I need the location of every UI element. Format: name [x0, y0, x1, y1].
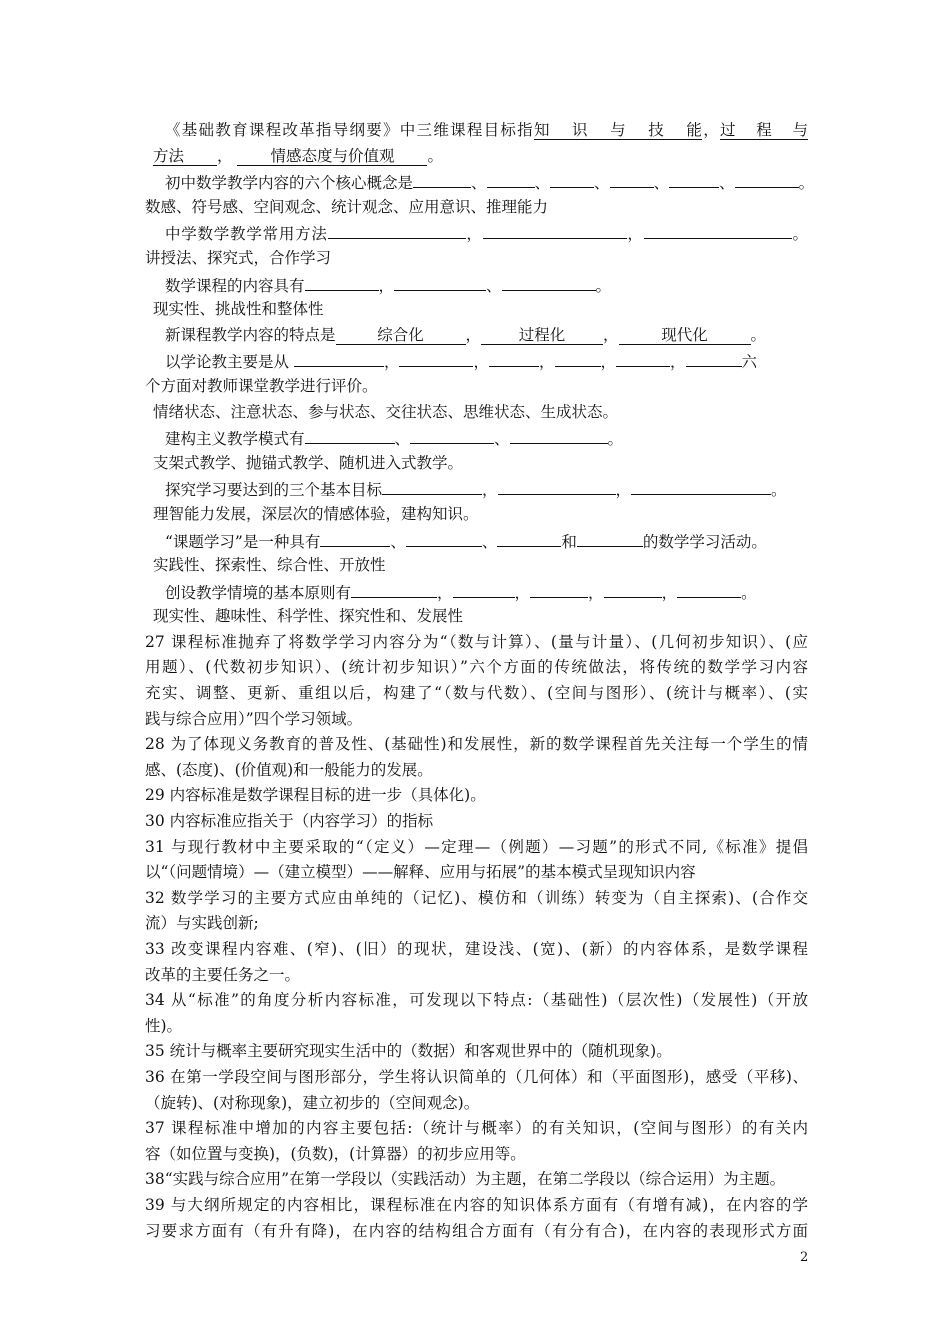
answer-blank [413, 169, 471, 188]
punctuation: ， [465, 325, 482, 344]
paragraph-33-line: 改革的主要任务之一。 [145, 965, 301, 984]
answer-blank [410, 425, 494, 444]
paragraph-36-line: （旋转)、(对称现象)，建立初步的（空间观念)。 [145, 1093, 480, 1112]
answer-blank [735, 169, 799, 188]
answer-line: 情绪状态、注意状态、参与状态、交往状态、思维状态、生成状态。 [153, 402, 619, 421]
question-text: 初中数学教学内容的六个核心概念是 [165, 174, 414, 193]
question-text: 建构主义教学模式有 [165, 430, 305, 449]
question-line [145, 579, 808, 605]
answer-blank [351, 579, 437, 598]
question-text: 新课程教学内容的特点是 [165, 325, 336, 344]
answer-blank [399, 348, 473, 367]
punctuation: ， [378, 276, 395, 295]
paragraph-35-line: 35 统计与概率主要研究现实生活中的（数据）和客观世界中的（随机现象)。 [145, 1042, 672, 1061]
answer-blank [487, 169, 535, 188]
answer-line: 支架式教学、抛锚式教学、随机进入式教学。 [153, 453, 464, 472]
answer-blank [577, 528, 643, 547]
question-text: 中学数学教学常用方法 [165, 225, 328, 244]
paragraph-34-line: 性)。 [145, 1016, 183, 1035]
answer-blank [550, 169, 594, 188]
answer-blank [502, 272, 596, 291]
punctuation: ， [603, 325, 619, 344]
answer-text: 过程化 [518, 325, 566, 344]
punctuation: 。 [427, 146, 443, 165]
punctuation: 。 [771, 481, 787, 500]
answer-blank [616, 348, 670, 367]
paragraph-39-line: 39 与大纲所规定的内容相比，课程标准在内容的知识体系方面有（有增有减)，在内容的学 [145, 1195, 808, 1214]
answer-blank [497, 528, 561, 547]
answer-blank [453, 579, 515, 598]
punctuation: 、 [494, 430, 510, 449]
question-line [145, 272, 808, 298]
paragraph-27-line: 践与综合应用）”四个学习领域。 [145, 709, 363, 728]
punctuation: 。 [607, 430, 624, 449]
question-line [145, 476, 808, 502]
paragraph-28-line: 感、(态度)、(价值观)和一般能力的发展。 [145, 760, 433, 779]
punctuation: ， [383, 353, 400, 372]
answer-text: 现代化 [661, 325, 708, 344]
paragraph-36-line: 36 在第一学段空间与图形部分，学生将认识简单的（几何体）和（平面图形)，感受（平移)、 [145, 1067, 808, 1086]
answer-blank [686, 348, 742, 367]
answer-blank [489, 348, 539, 367]
paragraph-27-line: 充实、调整、更新、重组以后，构建了“（数与代数）、(空间与图形）、(统计与概率）、(实 [145, 684, 808, 703]
question-text: “课题学习”是一种具有 [165, 532, 321, 551]
page-number: 2 [800, 1250, 809, 1265]
punctuation: 、 [594, 174, 610, 193]
question-line [145, 425, 808, 451]
answer-blank [336, 326, 466, 345]
answer-blank [406, 528, 482, 547]
question-text: 以学论教主要是从 [165, 353, 290, 372]
punctuation: ， [600, 353, 617, 372]
paragraph-39-line: 习要求方面有（有升有降)，在内容的结构组合方面有（有分有合)，在内容的表现形式方面 [145, 1221, 808, 1240]
answer-text: 方法 [153, 146, 185, 165]
punctuation: ， [538, 353, 555, 372]
answer-blank [305, 425, 395, 444]
answer-text: 综合化 [377, 325, 424, 344]
paragraph-31-line: 31 与现行教材中主要采取的“（定义）—定理—（例题）—习题”的形式不同,《标准》提倡 [145, 837, 808, 856]
answer-blank [631, 476, 771, 495]
question-text: 《基础教育课程改革指导纲要》中三维课程目标指 [165, 121, 534, 139]
punctuation: ， [670, 353, 686, 372]
question-line [145, 528, 808, 554]
answer-blank [483, 220, 627, 239]
paragraph-32-line: 流）与实践创新; [145, 914, 259, 933]
answer-line: 现实性、趣味性、科学性、探究性和、发展性 [153, 607, 464, 626]
punctuation: ， [588, 583, 604, 602]
question-line [145, 169, 815, 195]
answer-blank [328, 220, 466, 239]
paragraph-37-line: 容（如位置与变换)，(负数)，(计算器）的初步应用等。 [145, 1144, 526, 1163]
answer-text: 情感态度与价值观 [270, 146, 395, 165]
punctuation: 。 [741, 583, 757, 602]
question-line: 个方面对教师课堂教学进行评价。 [145, 376, 378, 395]
question-line [145, 323, 808, 349]
answer-blank [610, 169, 654, 188]
punctuation: 、 [394, 430, 411, 449]
question-text: 探究学习要达到的三个基本目标 [165, 481, 383, 500]
punctuation: 、 [486, 276, 502, 295]
question-text: 的数学学习活动。 [642, 532, 767, 551]
punctuation: 、 [481, 532, 498, 551]
punctuation: ， [482, 481, 498, 500]
question-line [145, 220, 808, 246]
paragraph-27-line: 27 课程标准抛弃了将数学学习内容分为“（数与计算）、(量与计量）、(几何初步知识）、(应 [145, 632, 808, 651]
answer-line: 理智能力发展，深层次的情感体验，建构知识。 [153, 504, 479, 523]
answer-text: 过程与 [719, 121, 808, 139]
paragraph-30-line: 30 内容标准应指关于（内容学习）的指标 [145, 812, 434, 831]
paragraph-38-line: 38“实践与综合应用”在第一学段以（实践活动）为主题，在第二学段以（综合运用）为主题。 [145, 1170, 786, 1189]
answer-blank [481, 326, 603, 345]
answer-blank [604, 579, 662, 598]
answer-blank [510, 425, 608, 444]
paragraph-31-line: 以“（问题情境）—（建立模型）——解释、应用与拓展”的基本模式呈现知识内容 [145, 863, 696, 882]
punctuation: ， [465, 225, 483, 244]
punctuation: ， [514, 583, 531, 602]
answer-blank [320, 528, 390, 547]
paragraph-32-line: 32 数学学习的主要方式应由单纯的（记忆)、模仿和（训练）转变为（自主探索)、(合作交 [145, 888, 808, 907]
document-body [145, 118, 815, 1244]
punctuation: 、 [534, 174, 551, 193]
answer-blank [669, 169, 719, 188]
paragraph-34-line: 34 从“标准”的角度分析内容标准，可发现以下特点:（基础性)（层次性)（发展性)（开放 [145, 991, 808, 1010]
punctuation: 。 [750, 325, 767, 344]
answer-line: 实践性、探索性、综合性、开放性 [153, 556, 386, 575]
punctuation: ， [661, 583, 678, 602]
answer-text: 知识与技能 [533, 121, 702, 139]
question-text: 和 [561, 532, 577, 551]
answer-blank [534, 121, 702, 140]
paragraph-27-line: 用题）、(代数初步知识）、(统计初步知识）”六个方面的传统做法，将传统的数学学习内容 [145, 658, 808, 677]
question-line [145, 348, 808, 374]
paragraph-29-line: 29 内容标准是数学课程目标的进一步（具体化)。 [145, 786, 486, 805]
answer-blank [498, 476, 616, 495]
question-text: 六 [741, 353, 758, 372]
punctuation: ， [437, 583, 453, 602]
answer-blank [153, 147, 217, 166]
punctuation: ， [217, 146, 233, 165]
punctuation: 、 [653, 174, 670, 193]
punctuation: ， [615, 481, 632, 500]
answer-line: 现实性、挑战性和整体性 [153, 300, 324, 319]
answer-blank [619, 326, 751, 345]
punctuation: ， [473, 353, 489, 372]
answer-blank [530, 579, 588, 598]
answer-blank [555, 348, 601, 367]
answer-line: 数感、符号感、空间观念、统计观念、应用意识、推理能力 [145, 197, 549, 216]
punctuation: 、 [390, 532, 406, 551]
punctuation: 。 [798, 174, 815, 193]
punctuation: 。 [595, 276, 612, 295]
answer-blank [305, 272, 379, 291]
paragraph-28-line: 28 为了体现义务教育的普及性、(基础性)和发展性，新的数学课程首先关注每一个学生的情 [145, 735, 808, 754]
punctuation: 、 [719, 174, 735, 193]
answer-blank [394, 272, 486, 291]
answer-blank [237, 147, 427, 166]
question-line [145, 118, 808, 144]
answer-blank [720, 121, 808, 140]
punctuation: ， [701, 121, 720, 139]
answer-blank [677, 579, 741, 598]
answer-line: 讲授法、探究式，合作学习 [145, 248, 332, 267]
punctuation: 、 [471, 174, 487, 193]
punctuation: 。 [791, 225, 808, 244]
answer-blank [644, 220, 792, 239]
paragraph-33-line: 33 改变课程内容难、(窄)、(旧）的现状，建设浅、(宽)、(新）的内容体系，是数学课程 [145, 940, 808, 958]
answer-blank [382, 476, 482, 495]
answer-blank [294, 348, 384, 367]
question-text: 数学课程的内容具有 [165, 276, 305, 295]
question-line [145, 144, 808, 170]
paragraph-37-line: 37 课程标准中增加的内容主要包括:（统计与概率）的有关知识，(空间与图形）的有关内 [145, 1119, 808, 1138]
punctuation: ， [626, 225, 644, 244]
question-text: 创设教学情境的基本原则有 [165, 583, 352, 602]
